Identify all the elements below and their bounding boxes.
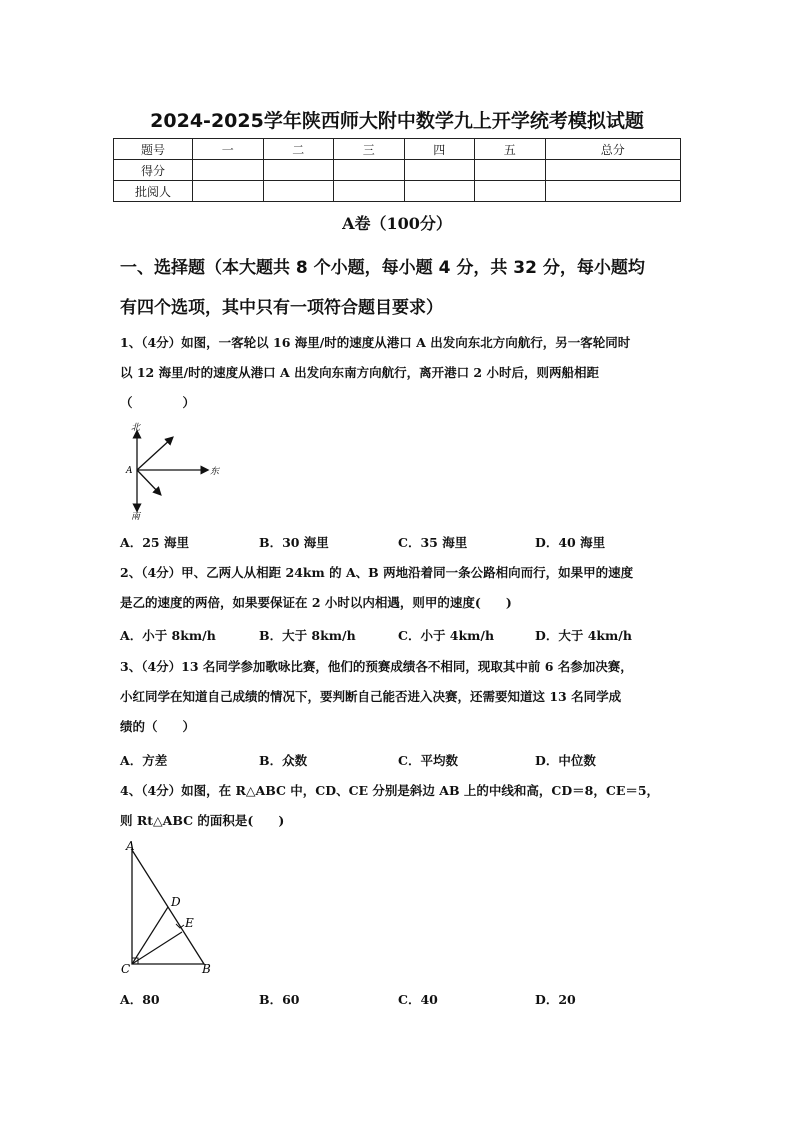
question-3-line2: 小红同学在知道自己成绩的情况下，要判断自己能否进入决赛，还需要知道这 13 名同学成 <box>120 689 622 704</box>
point-a-label: A <box>126 466 133 476</box>
option-d[interactable]: D．中位数 <box>535 753 596 768</box>
table-cell: 四 <box>404 139 475 160</box>
option-a[interactable]: A．25 海里 <box>120 535 189 550</box>
section-a-heading: A卷（100分） <box>342 214 452 233</box>
score-table <box>113 138 681 202</box>
option-a[interactable]: A．80 <box>120 992 160 1007</box>
table-cell <box>545 181 681 202</box>
table-cell <box>193 160 264 181</box>
option-b[interactable]: B．众数 <box>259 753 308 768</box>
label-b: B <box>202 962 211 976</box>
table-cell <box>404 181 475 202</box>
table-cell <box>545 160 681 181</box>
label-e: E <box>185 916 194 930</box>
option-b[interactable]: B．30 海里 <box>259 535 329 550</box>
option-a[interactable]: A．小于 8km/h <box>120 628 216 643</box>
page-title: 2024-2025学年陕西师大附中数学九上开学统考模拟试题 <box>150 110 644 132</box>
option-c[interactable]: C．平均数 <box>398 753 458 768</box>
table-cell <box>475 181 546 202</box>
section-one-heading-line2: 有四个选项，其中只有一项符合题目要求） <box>120 298 443 318</box>
southeast-route <box>137 470 160 494</box>
question-4-line1: 4、（4分）如图，在 R△ABC 中，CD、CE 分别是斜边 AB 上的中线和高，CD＝8，CE＝5， <box>120 783 660 798</box>
east-label: 东 <box>210 467 220 477</box>
option-c[interactable]: C．小于 4km/h <box>398 628 495 643</box>
table-cell <box>404 160 475 181</box>
section-one-heading-line1: 一、选择题（本大题共 8 个小题，每小题 4 分，共 32 分，每小题均 <box>120 258 645 278</box>
table-row <box>114 160 681 181</box>
triangle-figure <box>118 840 228 982</box>
option-d[interactable]: D．大于 4km/h <box>535 628 632 643</box>
table-cell <box>475 160 546 181</box>
question-3-line3: 绩的（ ） <box>120 719 196 734</box>
question-2-line2: 是乙的速度的两倍，如果要保证在 2 小时以内相遇，则甲的速度( ) <box>120 595 512 610</box>
table-row <box>114 181 681 202</box>
option-a[interactable]: A．方差 <box>120 753 168 768</box>
northeast-route <box>137 438 172 470</box>
table-cell: 三 <box>334 139 405 160</box>
table-cell <box>334 181 405 202</box>
question-1-line3: （ ） <box>120 395 196 410</box>
option-b[interactable]: B．60 <box>259 992 300 1007</box>
label-d: D <box>171 895 181 909</box>
table-cell: 总分 <box>545 139 681 160</box>
table-cell <box>263 160 334 181</box>
altitude-ce <box>132 932 182 964</box>
table-cell: 题号 <box>114 139 193 160</box>
table-cell: 一 <box>193 139 264 160</box>
option-d[interactable]: D．40 海里 <box>535 535 606 550</box>
label-a: A <box>126 840 135 853</box>
north-label: 北 <box>131 423 141 433</box>
question-2-line1: 2、（4分）甲、乙两人从相距 24km 的 A、B 两地沿着同一条公路相向而行，如果甲的速度 <box>120 565 634 580</box>
option-b[interactable]: B．大于 8km/h <box>259 628 356 643</box>
table-cell <box>193 181 264 202</box>
option-c[interactable]: C．35 海里 <box>398 535 468 550</box>
table-cell: 二 <box>263 139 334 160</box>
option-d[interactable]: D．20 <box>535 992 576 1007</box>
question-3-line1: 3、（4分）13 名同学参加歌咏比赛，他们的预赛成绩各不相同，现取其中前 6 名参加决赛， <box>120 659 633 674</box>
label-c: C <box>121 962 131 976</box>
median-cd <box>132 907 168 964</box>
option-c[interactable]: C．40 <box>398 992 438 1007</box>
table-cell: 得分 <box>114 160 193 181</box>
table-row <box>114 139 681 160</box>
table-cell: 五 <box>475 139 546 160</box>
compass-figure <box>122 420 232 524</box>
south-label: 南 <box>131 512 141 522</box>
table-cell <box>263 181 334 202</box>
table-cell: 批阅人 <box>114 181 193 202</box>
question-4-line2: 则 Rt△ABC 的面积是( ) <box>120 813 285 828</box>
question-1-line1: 1、（4分）如图，一客轮以 16 海里/时的速度从港口 A 出发向东北方向航行，另一客轮同时 <box>120 335 631 350</box>
table-cell <box>334 160 405 181</box>
question-1-line2: 以 12 海里/时的速度从港口 A 出发向东南方向航行，离开港口 2 小时后，则两船相距 <box>120 365 599 380</box>
